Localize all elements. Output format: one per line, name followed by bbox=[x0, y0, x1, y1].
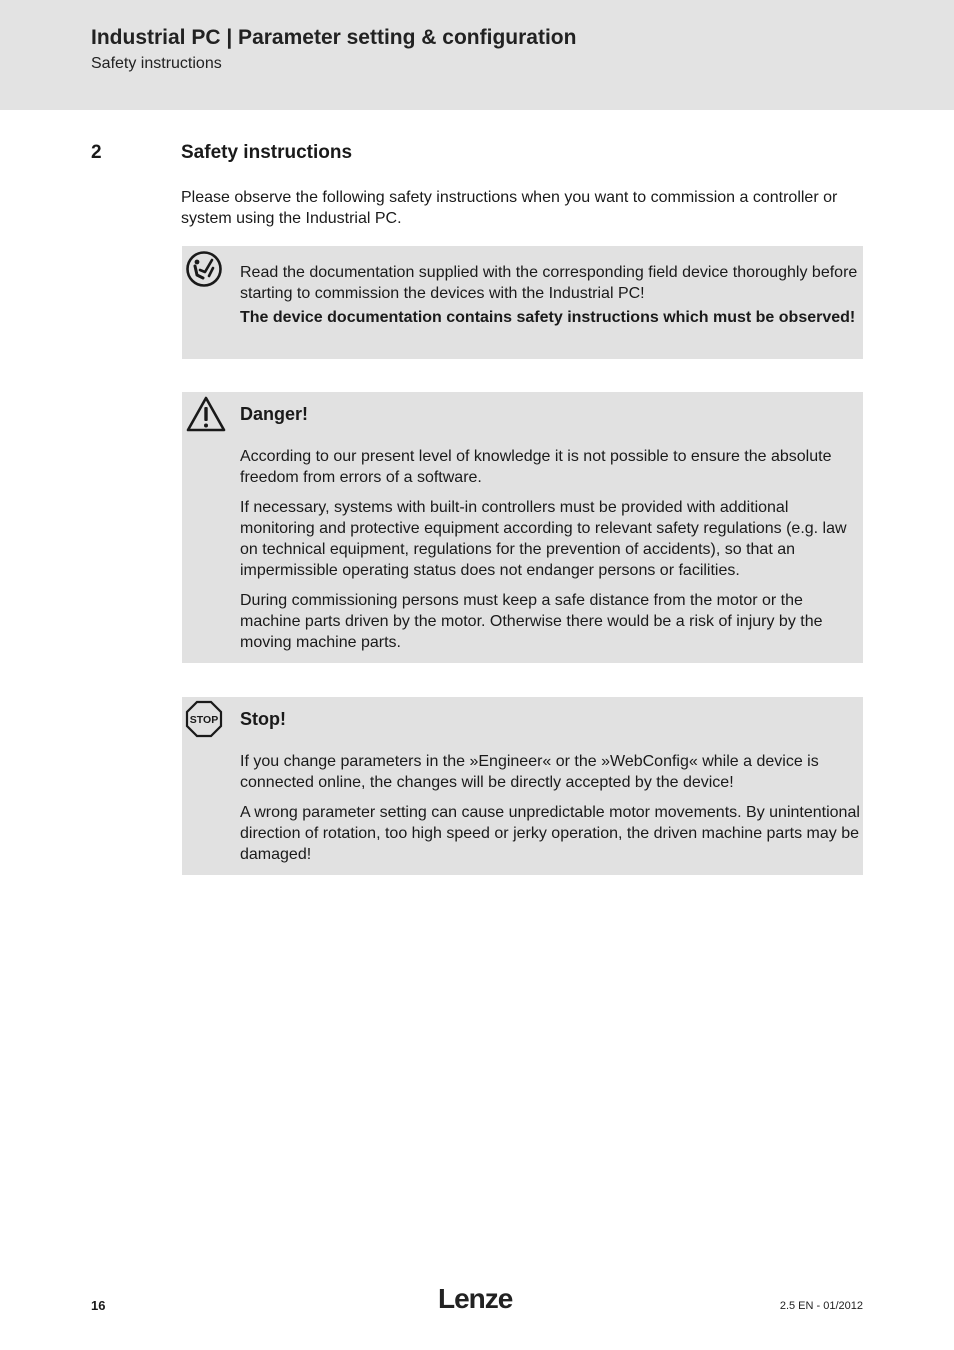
note-box bbox=[182, 246, 863, 359]
stop-content bbox=[240, 751, 861, 874]
read-documentation-icon bbox=[185, 250, 223, 293]
stop-heading: Stop! bbox=[240, 709, 286, 729]
danger-paragraph: During commissioning persons must keep a safe distance from the motor or the machine parts driven by the motor. Otherwise there would be a risk of injury by the moving machine parts. bbox=[240, 592, 823, 651]
warning-triangle-icon bbox=[185, 395, 227, 438]
chapter-subtitle: Safety instructions bbox=[91, 55, 222, 72]
document-title: Industrial PC | Parameter setting & configuration bbox=[91, 26, 577, 49]
intro-paragraph: Please observe the following safety instructions when you want to commission a controller or system using the Industrial PC. bbox=[181, 189, 838, 227]
stop-box bbox=[182, 697, 863, 875]
stop-sign-icon bbox=[185, 700, 223, 743]
danger-paragraph: According to our present level of knowledge it is not possible to ensure the absolute freedom from errors of a software. bbox=[240, 448, 832, 486]
section-title: Safety instructions bbox=[181, 142, 353, 163]
section-number: 2 bbox=[91, 142, 102, 163]
stop-icon-text: STOP bbox=[189, 714, 219, 726]
page-header bbox=[0, 0, 954, 110]
stop-paragraph: If you change parameters in the »Engineer« or the »WebConfig« while a device is connected online, the changes will be directly accepted by the device! bbox=[240, 753, 819, 791]
note-content bbox=[240, 262, 861, 337]
document-version: 2.5 EN - 01/2012 bbox=[779, 1300, 863, 1312]
danger-heading: Danger! bbox=[240, 404, 309, 424]
page-number: 16 bbox=[91, 1298, 106, 1313]
lenze-logo: Lenze bbox=[438, 1283, 513, 1314]
danger-box bbox=[182, 392, 863, 663]
danger-paragraph: If necessary, systems with built-in controllers must be provided with additional monitoring and protective equipment according to relevant safety regulations (e.g. law on technical equipment, regulations for the prevention of accidents), so that an impermissible operating status does not endanger persons or facilities. bbox=[240, 499, 847, 579]
danger-content bbox=[240, 446, 861, 662]
note-bold-text: The device documentation contains safety instructions which must be observed! bbox=[240, 309, 856, 326]
stop-paragraph: A wrong parameter setting can cause unpredictable motor movements. By unintentional direction of rotation, too high speed or jerky operation, the driven machine parts may be damaged! bbox=[240, 804, 860, 863]
note-text: Read the documentation supplied with the corresponding field device thoroughly before starting to commission the devices with the Industrial PC! bbox=[240, 264, 858, 302]
